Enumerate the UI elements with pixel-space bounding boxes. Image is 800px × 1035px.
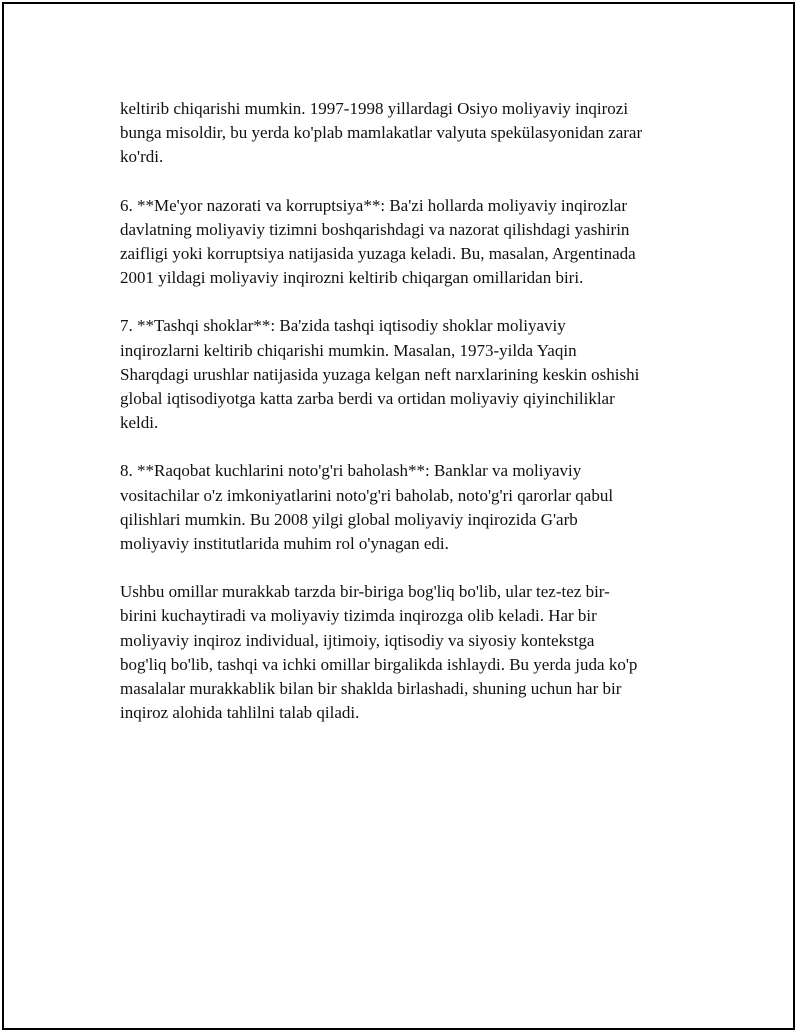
document-page [2,2,795,1030]
paragraph-continuation [120,97,695,170]
text-line: keldi. [120,413,159,433]
paragraph-item-7 [120,314,695,435]
paragraph-conclusion [120,580,695,725]
text-line: moliyaviy institutlarida muhim rol o'ynagan edi. [120,534,449,554]
text-line: qilishlari mumkin. Bu 2008 yilgi global moliyaviy inqirozida G'arb [120,509,578,529]
text-line: vositachilar o'z imkoniyatlarini noto'g'ri baholab, noto'g'ri qarorlar qabul [120,485,614,505]
text-line: Ushbu omillar murakkab tarzda bir-biriga bog'liq bo'lib, ular tez-tez bir- [120,582,610,602]
text-line: keltirib chiqarishi mumkin. 1997-1998 yillardagi Osiyo moliyaviy inqirozi [120,99,629,118]
text-line: birini kuchaytiradi va moliyaviy tizimda inqirozga olib keladi. Har bir [120,606,597,626]
text-line: bunga misoldir, bu yerda ko'plab mamlakatlar valyuta spekülasyonidan zarar [120,123,643,143]
text-line: bog'liq bo'lib, tashqi va ichki omillar birgalikda ishlaydi. Bu yerda juda ko'p [120,654,638,674]
text-line: moliyaviy inqiroz individual, ijtimoiy, iqtisodiy va siyosiy kontekstga [120,630,595,650]
text-line: 7. **Tashqi shoklar**: Ba'zida tashqi iqtisodiy shoklar moliyaviy [120,316,566,336]
text-line: 2001 yildagi moliyaviy inqirozni keltirib chiqargan omillaridan biri. [120,268,584,288]
text-line: Sharqdagi urushlar natijasida yuzaga kelgan neft narxlarining keskin oshishi [120,364,640,384]
text-line: global iqtisodiyotga katta zarba berdi va ortidan moliyaviy qiyinchiliklar [120,389,615,409]
text-line: zaifligi yoki korruptsiya natijasida yuzaga keladi. Bu, masalan, Argentinada [120,244,636,264]
text-line: ko'rdi. [120,147,164,167]
text-line: inqiroz alohida tahlilni talab qiladi. [120,703,360,723]
text-line: 8. **Raqobat kuchlarini noto'g'ri baholash**: Banklar va moliyaviy [120,461,582,481]
text-line: inqirozlarni keltirib chiqarishi mumkin. Masalan, 1973-yilda Yaqin [120,340,577,360]
paragraph-item-8 [120,459,695,556]
document-body [120,97,695,749]
text-line: davlatning moliyaviy tizimni boshqarishdagi va nazorat qilishdagi yashirin [120,219,630,239]
text-line: masalalar murakkablik bilan bir shaklda birlashadi, shuning uchun har bir [120,679,622,699]
text-line: 6. **Me'yor nazorati va korruptsiya**: Ba'zi hollarda moliyaviy inqirozlar [120,195,628,215]
paragraph-item-6 [120,194,695,291]
